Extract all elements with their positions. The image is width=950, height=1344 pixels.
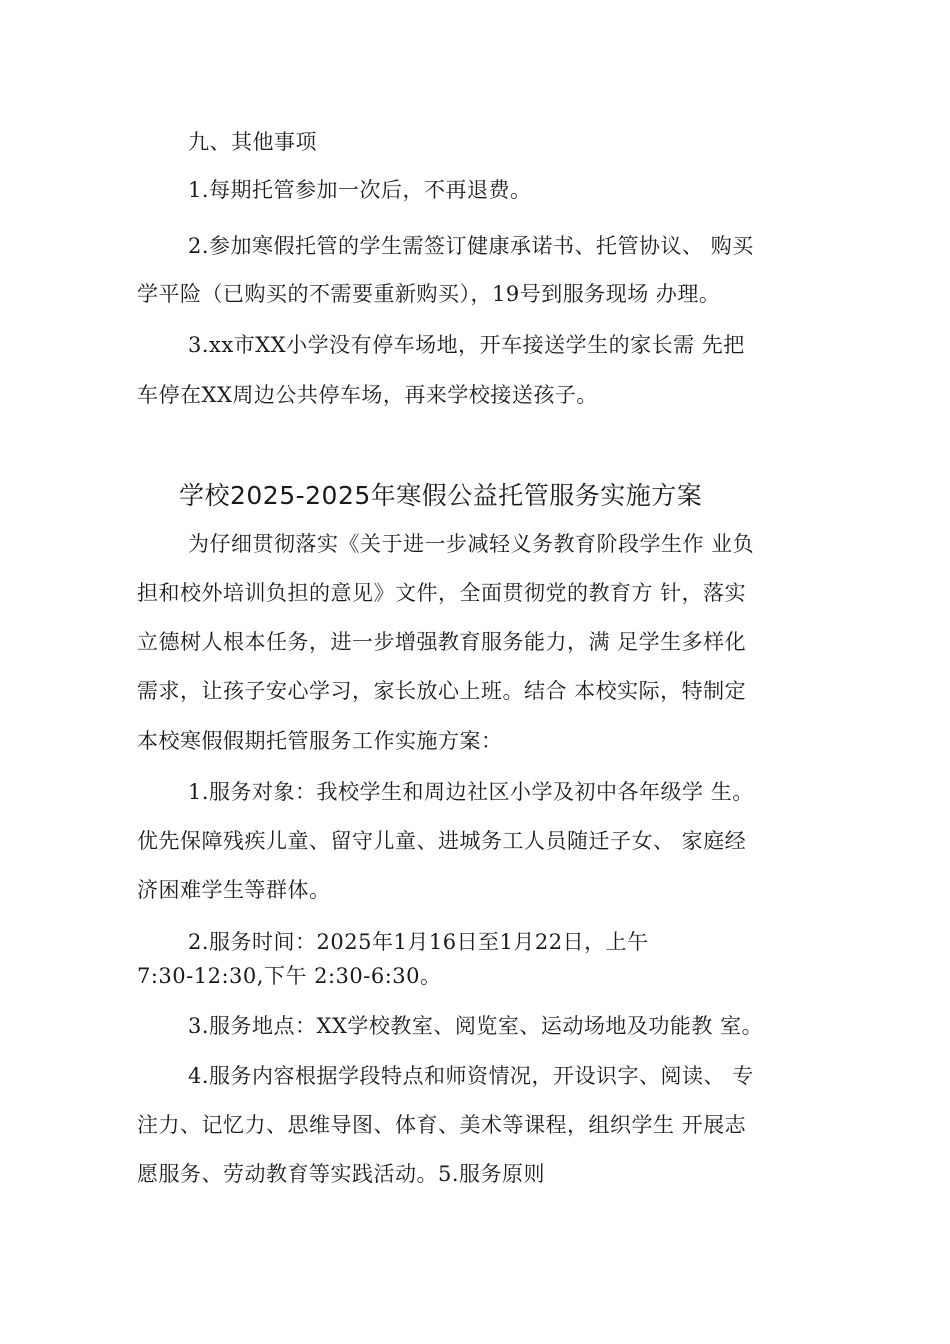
- section-nine-item-1: 1.每期托管参加一次后，不再退费。: [188, 178, 532, 202]
- plan-intro-line-5: 本校寒假假期托管服务工作实施方案：: [137, 729, 503, 753]
- section-nine-heading: 九、其他事项: [188, 130, 317, 154]
- plan-item-4-line-3: 愿服务、劳动教育等实践活动。5.服务原则: [137, 1162, 546, 1186]
- section-nine-item-2-line-1: 2.参加寒假托管的学生需签订健康承诺书、托管协议、 购买: [188, 234, 754, 258]
- plan-item-1-line-2: 优先保障残疾儿童、留守儿童、进城务工人员随迁子女、 家庭经: [137, 829, 747, 853]
- plan-intro-line-2: 担和校外培训负担的意见》文件，全面贯彻党的教育方 针，落实: [137, 581, 747, 605]
- plan-item-2-line-2: 7:30-12:30,下午 2:30-6:30。: [137, 964, 442, 988]
- plan-item-2-line-1: 2.服务时间：2025年1月16日至1月22日，上午: [188, 930, 649, 954]
- plan-intro-line-4: 需求，让孩子安心学习，家长放心上班。结合 本校实际，特制定: [137, 679, 747, 703]
- plan-item-1-line-1: 1.服务对象：我校学生和周边社区小学及初中各年级学 生。: [188, 780, 754, 804]
- plan-intro-line-3: 立德树人根本任务，进一步增强教育服务能力，满 足学生多样化: [137, 630, 747, 654]
- section-nine-item-3-line-2: 车停在XX周边公共停车场，再来学校接送孩子。: [137, 383, 598, 407]
- plan-item-1-line-3: 济困难学生等群体。: [137, 878, 331, 902]
- plan-item-3-line-1: 3.服务地点：XX学校教室、阅览室、运动场地及功能教 室。: [188, 1014, 764, 1038]
- plan-title: 学校2025-2025年寒假公益托管服务实施方案: [179, 481, 703, 510]
- plan-item-4-line-1: 4.服务内容根据学段特点和师资情况，开设识字、阅读、 专: [188, 1064, 754, 1088]
- plan-intro-line-1: 为仔细贯彻落实《关于进一步减轻义务教育阶段学生作 业负: [188, 532, 755, 556]
- plan-item-4-line-2: 注力、记忆力、思维导图、体育、美术等课程，组织学生 开展志: [137, 1113, 747, 1137]
- section-nine-item-2-line-2: 学平险（已购买的不需要重新购买），19号到服务现场 办理。: [137, 282, 721, 306]
- section-nine-item-3-line-1: 3.xx市XX小学没有停车场地，开车接送学生的家长需 先把: [188, 333, 745, 357]
